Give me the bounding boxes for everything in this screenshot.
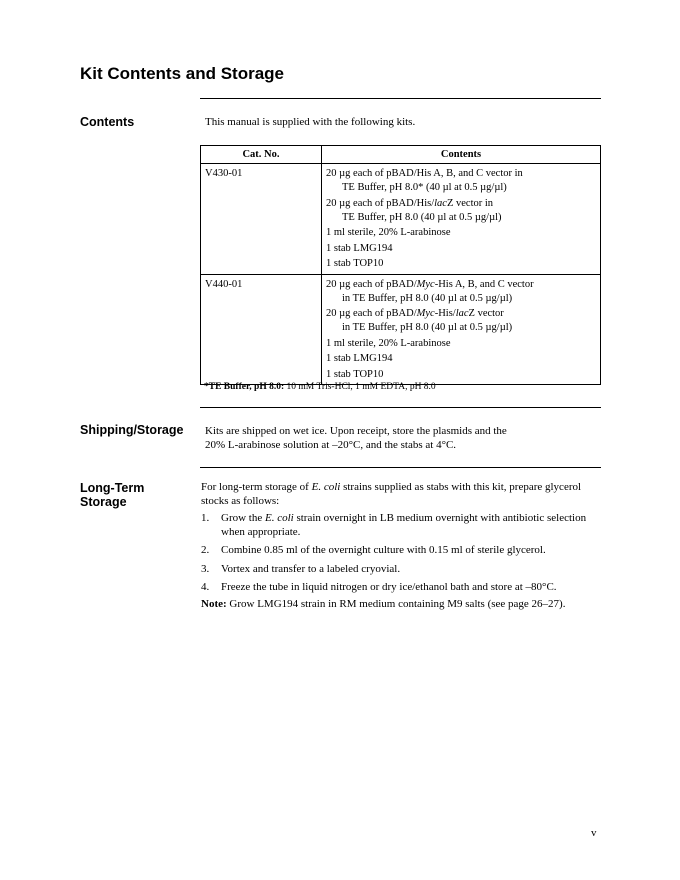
section-divider (200, 98, 601, 99)
step-number: 3. (201, 562, 210, 575)
content-item: 1 stab TOP10 (326, 258, 384, 269)
table-row (201, 164, 601, 275)
shipping-heading: Shipping/Storage (80, 423, 184, 437)
content-item: 1 stab LMG194 (326, 242, 393, 254)
note-label: Note: (201, 598, 227, 610)
list-item: 2. Combine 0.85 ml of the overnight culture with 0.15 ml of sterile glycerol. (201, 544, 546, 556)
page-title: Kit Contents and Storage (80, 64, 285, 83)
longterm-heading (80, 481, 144, 509)
list-item: 4. Freeze the tube in liquid nitrogen or dry ice/ethanol bath and store at –80°C. (201, 581, 557, 593)
section-divider (200, 467, 601, 468)
content-item: 1 stab TOP10 (326, 368, 384, 380)
header-contents: Contents (322, 146, 601, 164)
table-row (201, 274, 601, 385)
shipping-line-1: Kits are shipped on wet ice. Upon receipt, store the plasmids and the (205, 425, 507, 437)
cat-no-cell: V430-01 (201, 164, 322, 275)
shipping-text (205, 424, 507, 452)
footnote-text: 10 mM Tris-HCl, 1 mM EDTA, pH 8.0 (284, 382, 436, 392)
shipping-line-2: 20% L-arabinose solution at –20°C, and the stabs at 4°C. (205, 439, 457, 451)
content-item: 20 µg each of pBAD/His/lacZ vector in TE Buffer, pH 8.0 (40 µl at 0.5 µg/µl) (326, 197, 502, 223)
section-divider (200, 407, 601, 408)
storage-note (201, 597, 611, 611)
header-cat-no: Cat. No. (201, 146, 322, 164)
storage-steps (201, 512, 601, 600)
step-number: 2. (201, 544, 210, 556)
list-item: 1. Grow the E. coli strain overnight in LB medium overnight with antibiotic selection when appropriate. (201, 512, 587, 538)
contents-cell (322, 274, 601, 385)
table-header-row (201, 146, 601, 164)
content-item: 20 µg each of pBAD/His A, B, and C vector in TE Buffer, pH 8.0* (40 µl at 0.5 µg/µl) (326, 168, 523, 193)
step-number: 1. (201, 512, 210, 524)
contents-intro: This manual is supplied with the following kits. (205, 116, 416, 128)
longterm-heading-line-2: Storage (80, 495, 127, 509)
footnote (204, 382, 436, 392)
content-item: 1 stab LMG194 (326, 353, 393, 364)
content-item: 1 ml sterile, 20% L-arabinose (326, 337, 451, 349)
content-item: 1 ml sterile, 20% L-arabinose (326, 227, 451, 238)
note-text: Grow LMG194 strain in RM medium containing M9 salts (see page 26–27). (226, 598, 566, 610)
step-number: 4. (201, 581, 210, 593)
footnote-label: *TE Buffer, pH 8.0: (204, 382, 285, 392)
page-number: v (591, 827, 597, 839)
content-item: 20 µg each of pBAD/Myc-His A, B, and C vector in TE Buffer, pH 8.0 (40 µl at 0.5 µg/µl) (326, 278, 534, 304)
content-item: 20 µg each of pBAD/Myc-His/lacZ vector in TE Buffer, pH 8.0 (40 µl at 0.5 µg/µl) (326, 308, 513, 333)
longterm-intro: For long-term storage of E. coli strains supplied as stabs with this kit, prepare glycerol stocks as follows: (201, 481, 582, 507)
longterm-heading-line-1: Long-Term (80, 481, 145, 495)
contents-cell (322, 164, 601, 275)
cat-no-cell: V440-01 (201, 274, 322, 385)
kit-contents-table (200, 145, 601, 385)
list-item: 3. Vortex and transfer to a labeled cryovial. (201, 562, 401, 575)
contents-heading: Contents (80, 115, 135, 129)
